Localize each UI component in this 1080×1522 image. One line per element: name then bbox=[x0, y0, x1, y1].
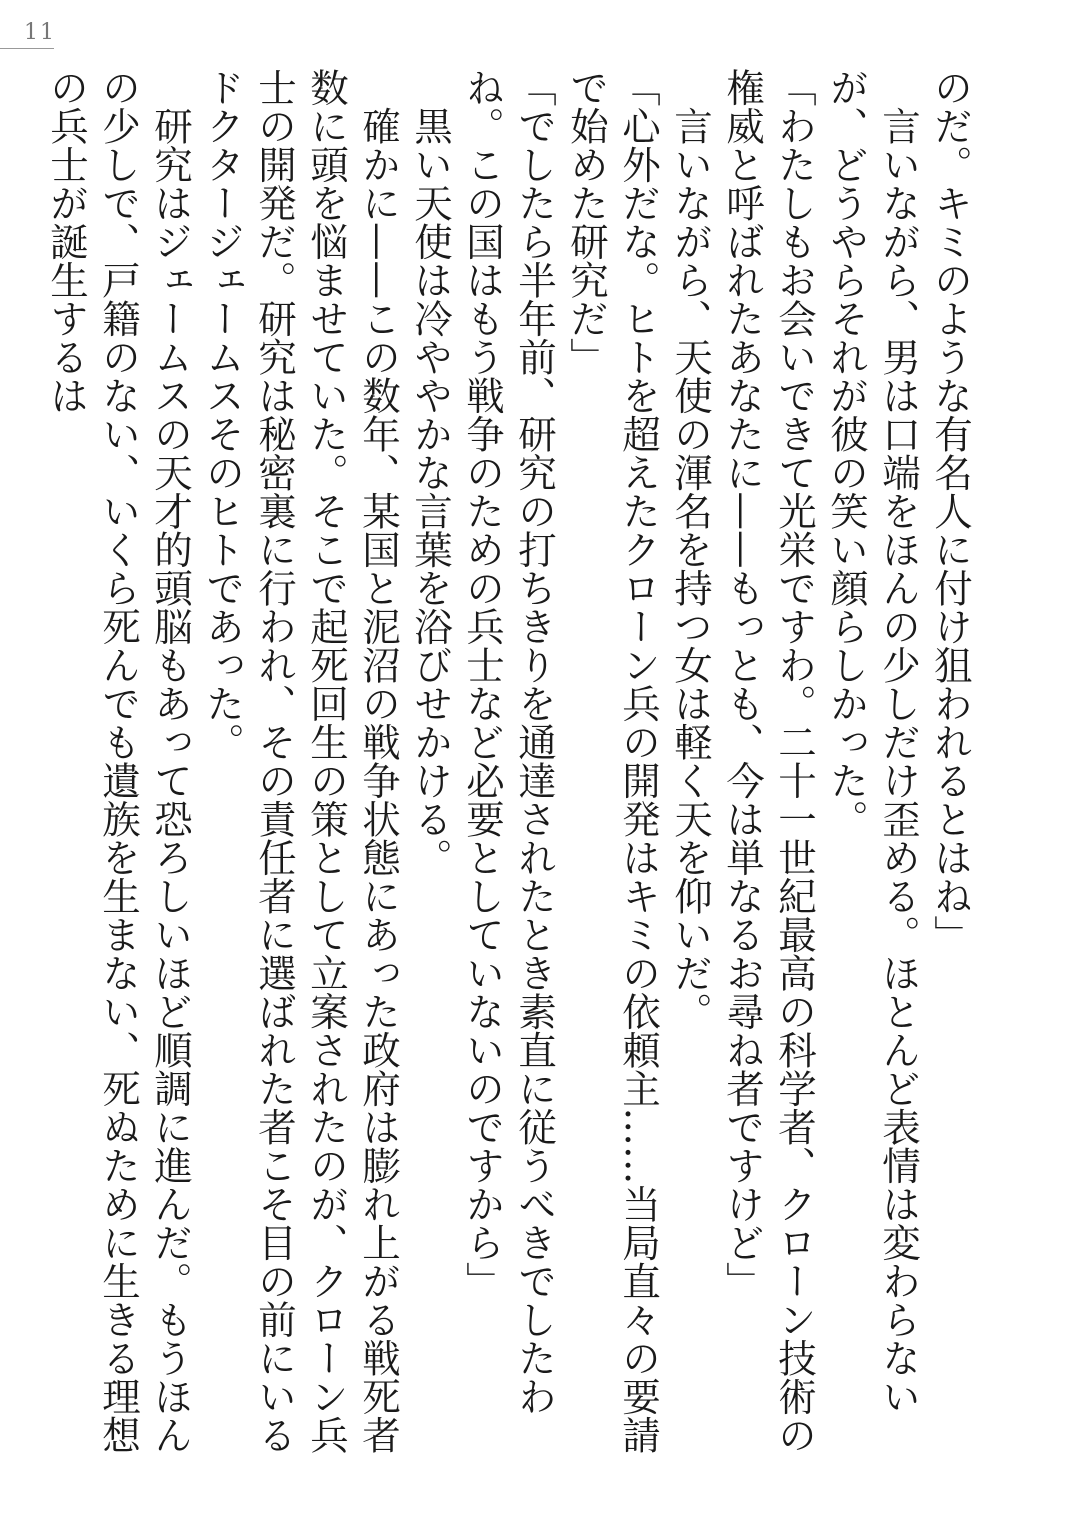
paragraph: 黒い天使は冷ややかな言葉を浴びせかける。 bbox=[408, 68, 453, 877]
paragraph: 「でしたら半年前、研究の打ちきりを通達されたとき素直に従うべきでしたわね。この国はもう戦争のための兵士など必要としていないのですから」 bbox=[460, 68, 557, 1416]
vertical-text-body bbox=[44, 68, 976, 1468]
paragraph: 言いながら、男は口端をほんの少しだけ歪める。ほとんど表情は変わらないが、どうやらそれが彼の笑い顔らしかった。 bbox=[824, 68, 921, 1416]
paragraph: 言いながら、天使の渾名を持つ女は軽く天を仰いだ。 bbox=[668, 68, 713, 1031]
paragraph: 「心外だな。ヒトを超えたクローン兵の開発はキミの依頼主……当局直々の要請で始めた研究だ」 bbox=[564, 68, 661, 1454]
paragraph: 研究はジェームスの天才的頭脳もあって恐ろしいほど順調に進んだ。もうほんの少しで、戸籍のない、いくら死んでも遺族を生まない、死ぬために生きる理想の兵士が誕生するは bbox=[44, 68, 193, 1454]
page-number: 11 bbox=[24, 20, 56, 45]
paragraph: 「わたしもお会いできて光栄ですわ。二十一世紀最高の科学者、クローン技術の権威と呼ばれたあなたに——もっとも、今は単なるお尋ね者ですけど」 bbox=[720, 68, 817, 1454]
page-number-rule bbox=[0, 48, 54, 49]
paragraph: 確かに——この数年、某国と泥沼の戦争状態にあった政府は膨れ上がる戦死者数に頭を悩ませていた。そこで起死回生の策として立案されたのが、クローン兵士の開発だ。研究は秘密裏に行われ、その責任者に選ばれた者こそ目の前にいるドクタージェームスそのヒトであった。 bbox=[200, 68, 401, 1454]
paragraph: のだ。キミのような有名人に付け狙われるとはね」 bbox=[928, 68, 973, 954]
